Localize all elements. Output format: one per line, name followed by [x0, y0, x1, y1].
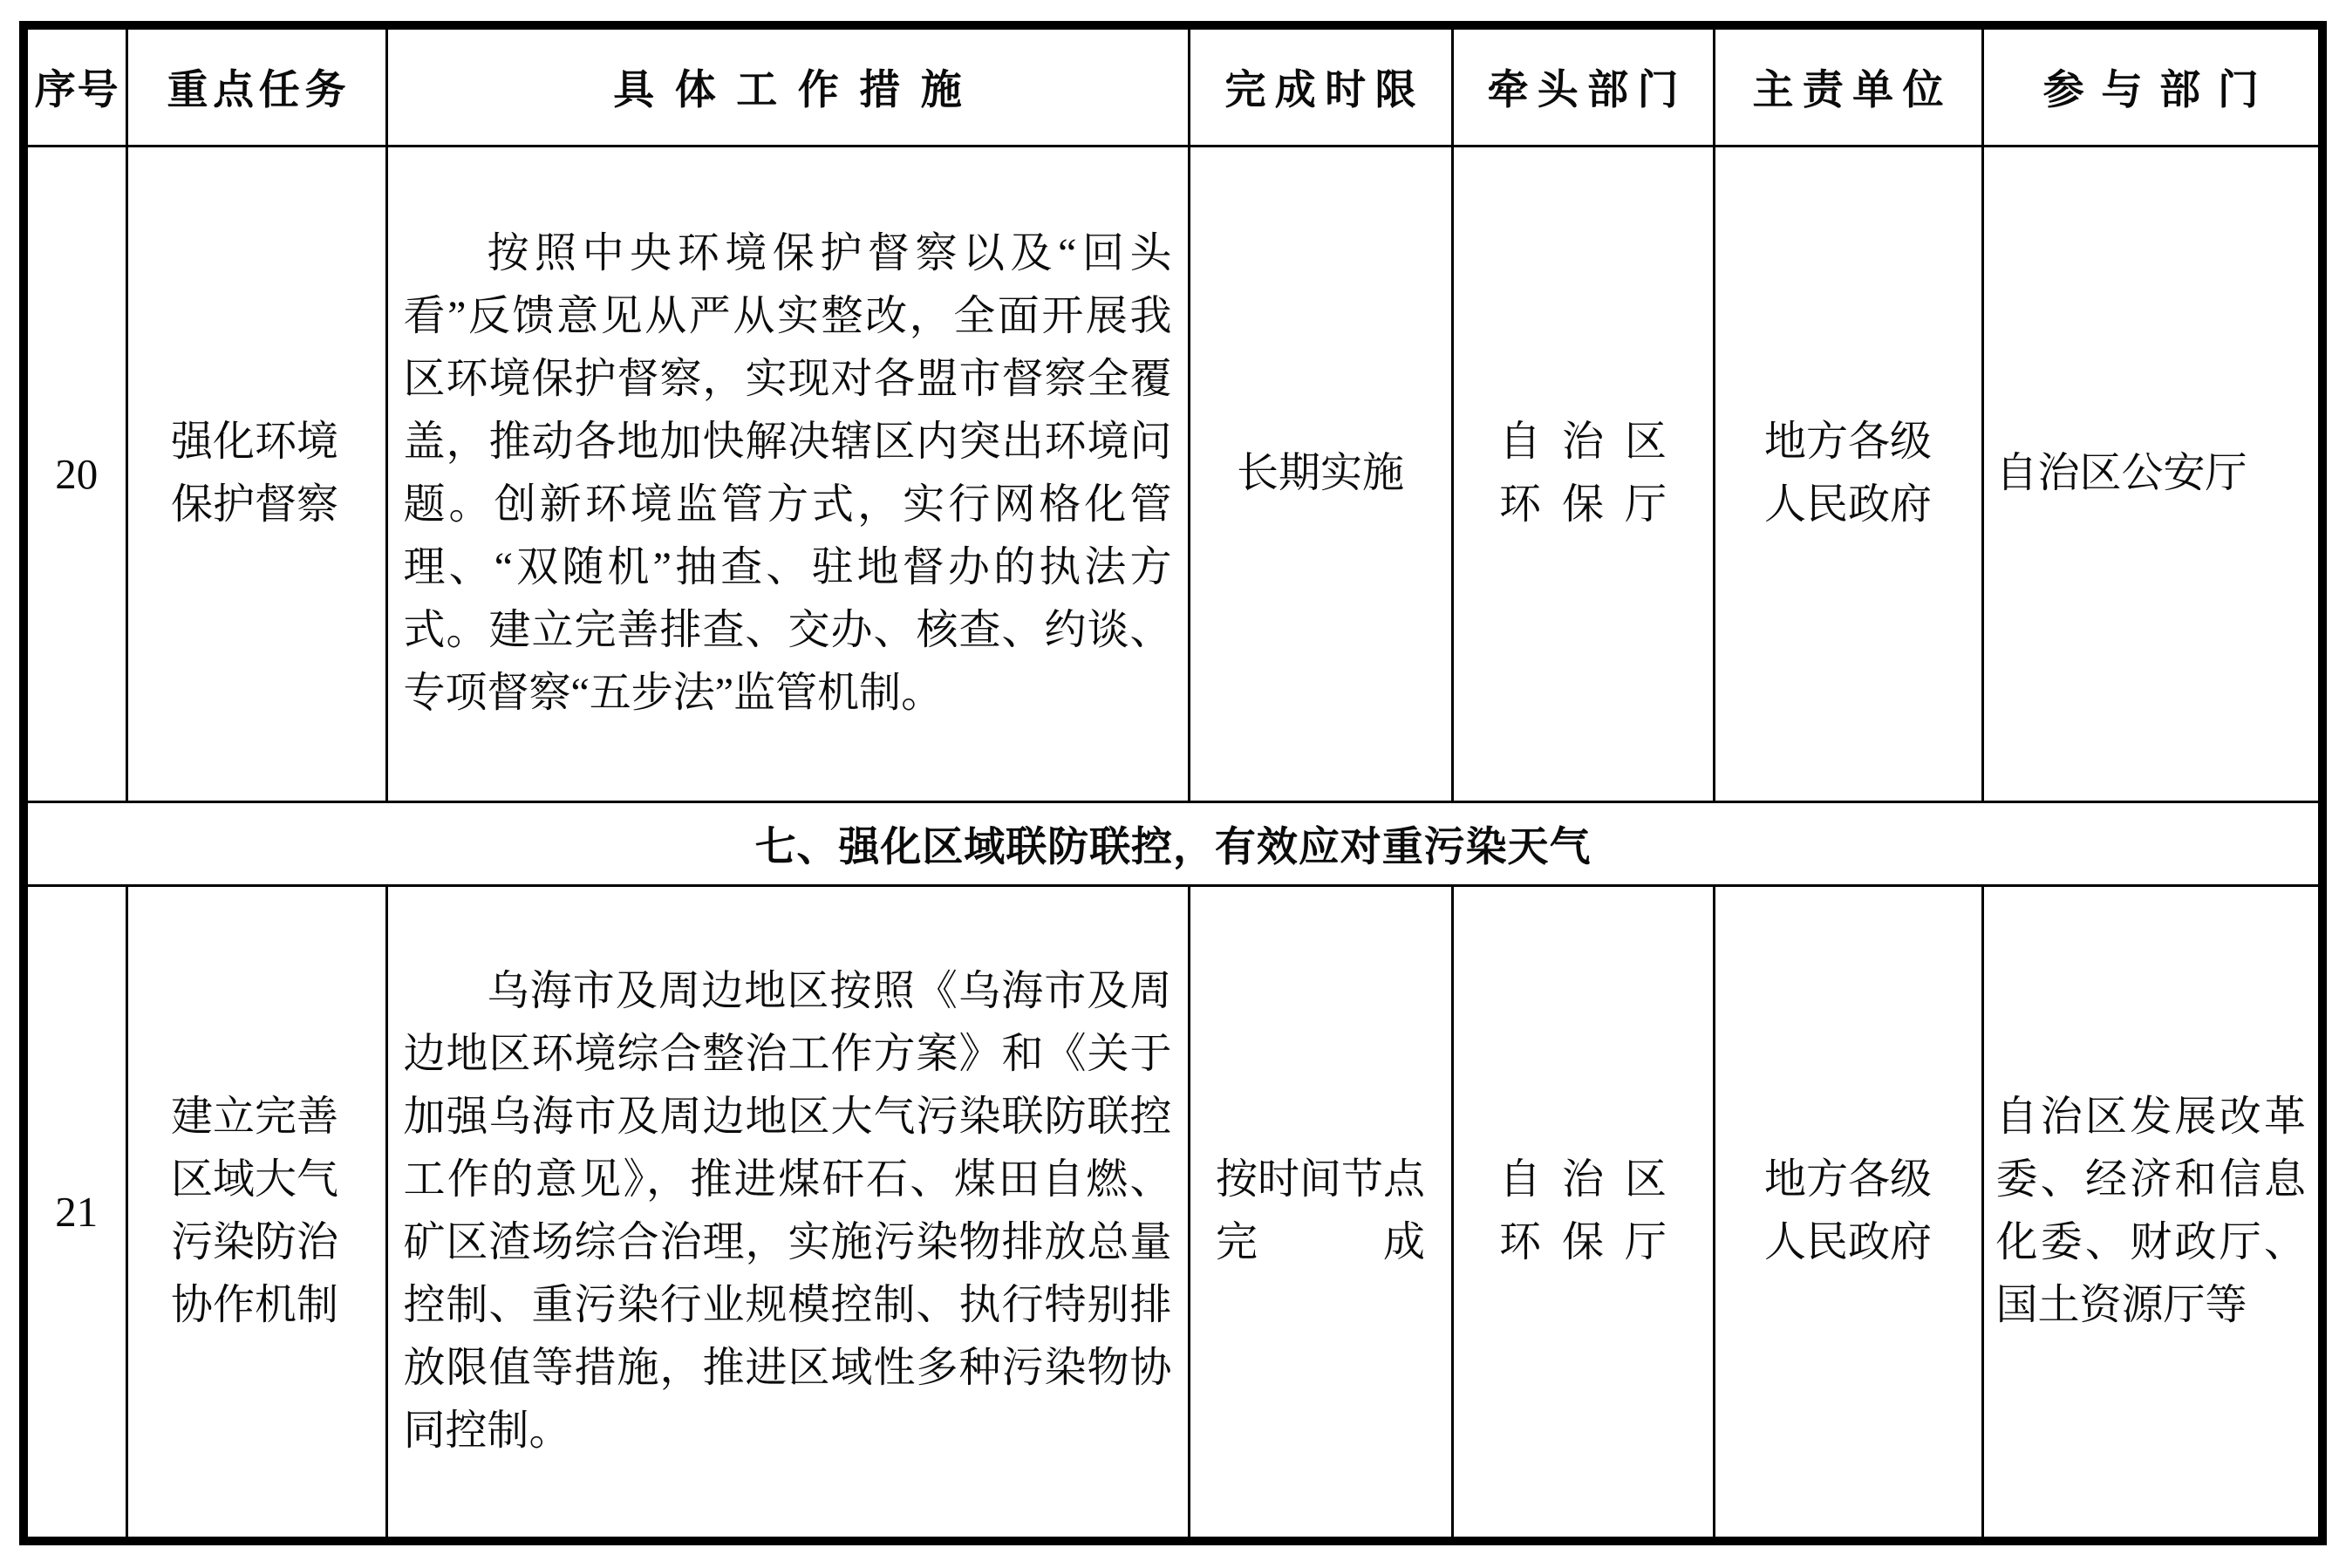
responsible-unit-line: 地方各级 — [1764, 419, 1933, 465]
row-20-lead-department-cell — [1452, 146, 1714, 801]
row-20-measures-text: 按照中央环境保护督察以及“回头看”反馈意见从严从实整改，全面开展我区环境保护督察，实现对各盟市督察全覆盖，推动各地加快解决辖区内突出环境问题。创新环境监管方式，实行网格化管理、“双随机”抽查、驻地督办的执法方式。建立完善排查、交办、核查、约谈、专项督察“五步法”监管机制。 — [403, 230, 1172, 716]
column-header-participating-departments: 参与部门 — [1982, 25, 2322, 146]
row-20-key-task-text: 强化环境保护督察 — [171, 419, 339, 528]
row-20-participants-cell — [1982, 146, 2322, 801]
column-header-work-measures: 具体工作措施 — [386, 25, 1189, 146]
table-row-20 — [24, 146, 2322, 801]
row-20-deadline-cell — [1189, 146, 1452, 801]
row-20-responsible-unit-cell — [1714, 146, 1982, 801]
row-20-deadline-text: 长期实施 — [1236, 450, 1404, 496]
row-20-serial-number: 20 — [24, 146, 126, 801]
row-21-deadline-cell — [1189, 885, 1452, 1541]
column-header-responsible-unit: 主责单位 — [1714, 25, 1982, 146]
section-header-text: 七、强化区域联防联控，有效应对重污染天气 — [24, 801, 2322, 885]
lead-department-line: 自治区 — [1499, 419, 1667, 465]
row-20-key-task-cell — [126, 146, 386, 801]
row-21-participants-text: 自治区发展改革委、经济和信息化委、财政厅、国土资源厅等 — [1995, 1094, 2306, 1329]
row-20-participants-text: 自治区公安厅 — [1995, 450, 2247, 496]
lead-department-line: 环保厅 — [1499, 1219, 1667, 1266]
lead-department-line: 环保厅 — [1499, 481, 1667, 528]
responsible-unit-line: 地方各级 — [1764, 1156, 1933, 1203]
row-21-responsible-unit-text — [1764, 1149, 1932, 1274]
responsible-unit-line: 人民政府 — [1764, 481, 1933, 528]
responsible-unit-line: 人民政府 — [1764, 1219, 1933, 1266]
action-plan-table — [19, 21, 2327, 1545]
row-21-key-task-text: 建立完善区域大气污染防治协作机制 — [171, 1094, 339, 1329]
row-21-measures-cell — [386, 885, 1189, 1541]
lead-department-line: 自治区 — [1499, 1156, 1667, 1203]
table-header-row — [24, 25, 2322, 146]
row-20-responsible-unit-text — [1764, 411, 1932, 536]
row-21-responsible-unit-cell — [1714, 885, 1982, 1541]
deadline-line: 按时间节点 — [1216, 1156, 1426, 1203]
row-21-participants-cell — [1982, 885, 2322, 1541]
row-21-serial-number: 21 — [24, 885, 126, 1541]
row-21-lead-department-text — [1499, 1149, 1667, 1274]
column-header-serial-number: 序号 — [24, 25, 126, 146]
row-21-deadline-text — [1216, 1149, 1425, 1274]
row-20-measures-cell — [386, 146, 1189, 801]
row-21-lead-department-cell — [1452, 885, 1714, 1541]
table-row-21 — [24, 885, 2322, 1541]
deadline-line: 完成 — [1216, 1219, 1425, 1266]
row-21-measures-text: 乌海市及周边地区按照《乌海市及周边地区环境综合整治工作方案》和《关于加强乌海市及周边地区大气污染联防联控工作的意见》，推进煤矸石、煤田自燃、矿区渣场综合治理，实施污染物排放总量控制、重污染行业规模控制、执行特别排放限值等措施，推进区域性多种污染物协同控制。 — [403, 968, 1172, 1455]
row-20-lead-department-text — [1499, 411, 1667, 536]
column-header-lead-department: 牵头部门 — [1452, 25, 1714, 146]
column-header-key-task: 重点任务 — [126, 25, 386, 146]
row-21-key-task-cell — [126, 885, 386, 1541]
section-header-row — [24, 801, 2322, 885]
column-header-deadline: 完成时限 — [1189, 25, 1452, 146]
